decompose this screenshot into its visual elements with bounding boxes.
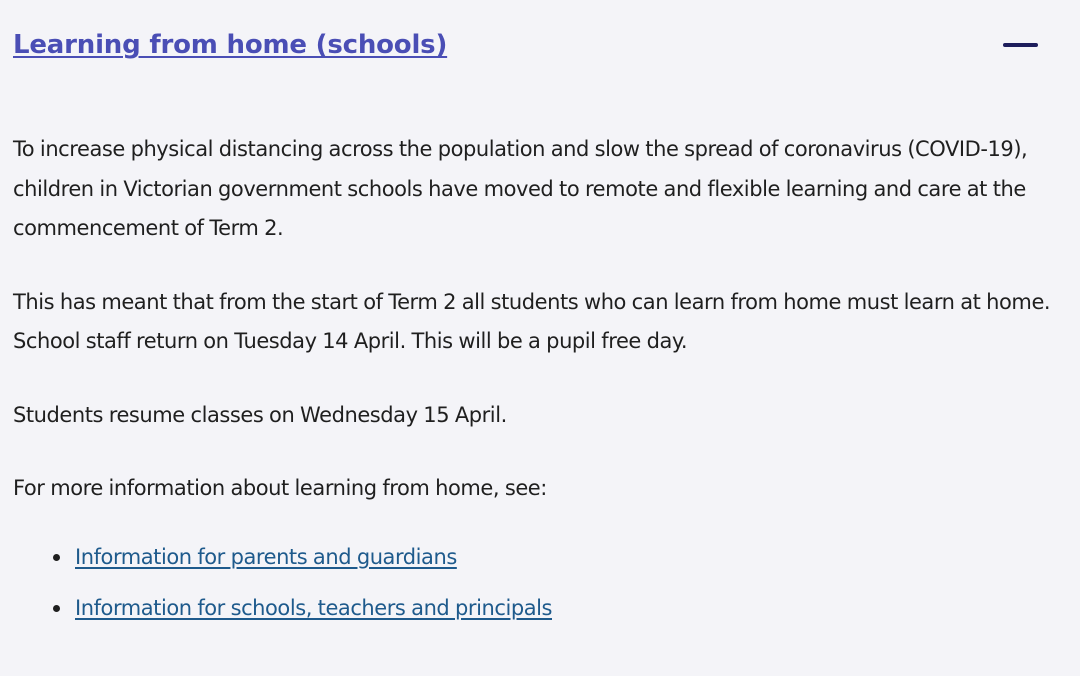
paragraph-intro: To increase physical distancing across the population and slow the spread of coronavirus (COVID-19), children in Victorian government schools have moved to remote and flexible learning and care at the commencement of Term 2. <box>13 137 1028 240</box>
parents-guardians-link[interactable]: Information for parents and guardians <box>75 544 457 569</box>
collapse-toggle-button[interactable] <box>1002 34 1040 56</box>
accordion-header[interactable] <box>13 26 1040 66</box>
accordion-title-link[interactable]: Learning from home (schools) <box>13 30 448 60</box>
list-item <box>13 539 1053 575</box>
paragraph-term2: This has meant that from the start of Term 2 all students who can learn from home must learn at home. School staff return on Tuesday 14 April. This will be a pupil free day. <box>13 289 1051 353</box>
bullet-icon <box>53 605 60 612</box>
list-item <box>13 590 1053 626</box>
paragraph-resume: Students resume classes on Wednesday 15 April. <box>13 402 507 427</box>
paragraph-more-info: For more information about learning from home, see: <box>13 476 547 500</box>
schools-teachers-principals-link[interactable]: Information for schools, teachers and principals <box>75 595 552 620</box>
bullet-icon <box>53 554 60 561</box>
accordion-content <box>13 130 1053 641</box>
minus-icon <box>1003 43 1038 47</box>
info-link-list <box>13 539 1053 626</box>
